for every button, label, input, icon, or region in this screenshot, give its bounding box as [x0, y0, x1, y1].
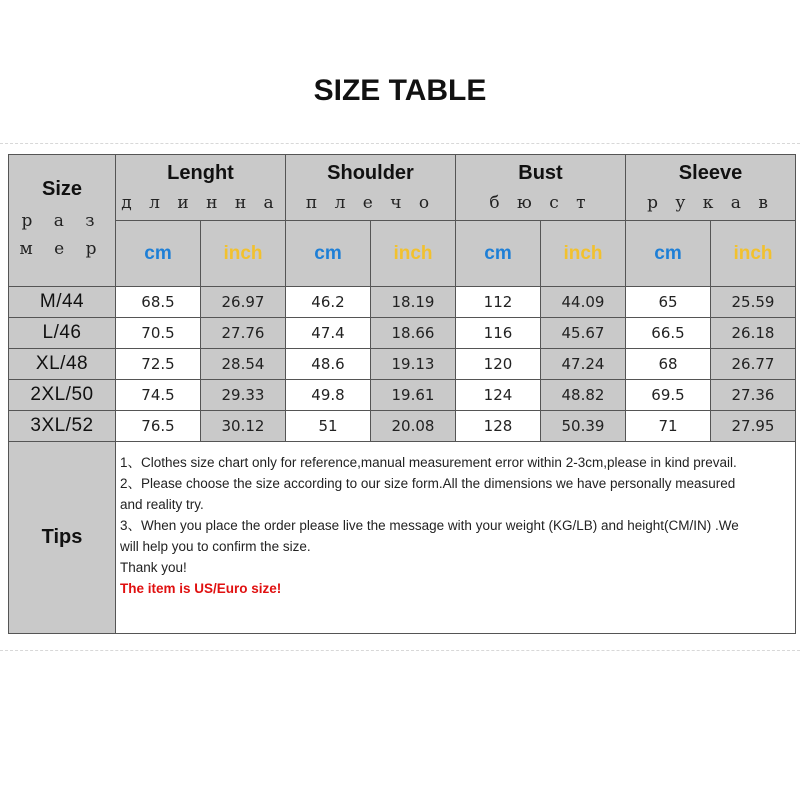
- cell-sleeve-cm: 71: [626, 411, 711, 442]
- cell-shoulder-inch: 19.61: [371, 380, 456, 411]
- column-header-sleeve: [626, 155, 796, 221]
- column-header-label: Lenght: [167, 162, 234, 184]
- cell-length-cm: 68.5: [116, 287, 201, 318]
- unit-inch-cell: [371, 221, 456, 287]
- cell-sleeve-inch: 27.36: [711, 380, 796, 411]
- cell-bust-inch: 44.09: [541, 287, 626, 318]
- column-header-label-ru: р у к а в: [647, 193, 774, 213]
- column-header-label: Shoulder: [327, 162, 414, 184]
- cell-shoulder-cm: 48.6: [286, 349, 371, 380]
- cell-sleeve-inch: 26.77: [711, 349, 796, 380]
- cell-shoulder-inch: 20.08: [371, 411, 456, 442]
- unit-cm-label: cm: [484, 242, 512, 264]
- cell-shoulder-cm: 46.2: [286, 287, 371, 318]
- unit-inch-cell: [711, 221, 796, 287]
- column-header-label-ru: д л и н н а: [121, 193, 280, 213]
- column-header-length: [116, 155, 286, 221]
- column-header-label: Sleeve: [678, 162, 743, 184]
- cell-bust-inch: 50.39: [541, 411, 626, 442]
- cell-bust-cm: 116: [456, 318, 541, 349]
- cell-shoulder-inch: 18.66: [371, 318, 456, 349]
- divider-bottom: [0, 650, 800, 651]
- tips-label: Tips: [41, 526, 83, 548]
- cell-bust-inch: 45.67: [541, 318, 626, 349]
- row-size-label: L/46: [9, 318, 116, 349]
- column-header-label-ru: п л е ч о: [305, 193, 436, 213]
- cell-sleeve-cm: 69.5: [626, 380, 711, 411]
- table-row: [9, 349, 796, 380]
- unit-inch-cell: [201, 221, 286, 287]
- unit-inch-label: inch: [223, 242, 263, 264]
- cell-bust-inch: 48.82: [541, 380, 626, 411]
- cell-sleeve-cm: 65: [626, 287, 711, 318]
- table-row: [9, 287, 796, 318]
- tip-line: will help you to confirm the size.: [120, 539, 311, 554]
- row-size-label: XL/48: [9, 349, 116, 380]
- column-header-label: Bust: [518, 162, 563, 184]
- cell-length-cm: 72.5: [116, 349, 201, 380]
- cell-bust-cm: 120: [456, 349, 541, 380]
- size-region-note: The item is US/Euro size!: [120, 581, 282, 596]
- column-header-bust: [456, 155, 626, 221]
- cell-shoulder-inch: 18.19: [371, 287, 456, 318]
- divider-top: [0, 143, 800, 144]
- tip-line: and reality try.: [120, 497, 204, 512]
- unit-cm-label: cm: [654, 242, 682, 264]
- size-header-label-ru: р а з м е р: [19, 211, 105, 259]
- size-header-label: Size: [41, 178, 83, 200]
- unit-inch-label: inch: [393, 242, 433, 264]
- size-table: [8, 154, 796, 634]
- cell-shoulder-inch: 19.13: [371, 349, 456, 380]
- cell-shoulder-cm: 51: [286, 411, 371, 442]
- page-title: SIZE TABLE: [313, 74, 487, 107]
- cell-sleeve-inch: 26.18: [711, 318, 796, 349]
- size-header-cell: [9, 155, 116, 287]
- cell-sleeve-inch: 25.59: [711, 287, 796, 318]
- cell-length-cm: 76.5: [116, 411, 201, 442]
- cell-length-inch: 26.97: [201, 287, 286, 318]
- cell-length-inch: 30.12: [201, 411, 286, 442]
- tip-line: Thank you!: [120, 560, 187, 575]
- cell-sleeve-cm: 68: [626, 349, 711, 380]
- row-size-label: M/44: [9, 287, 116, 318]
- unit-inch-label: inch: [733, 242, 773, 264]
- cell-sleeve-inch: 27.95: [711, 411, 796, 442]
- column-header-shoulder: [286, 155, 456, 221]
- cell-bust-cm: 124: [456, 380, 541, 411]
- row-size-label: 3XL/52: [9, 411, 116, 442]
- tips-row: [9, 442, 796, 634]
- cell-shoulder-cm: 47.4: [286, 318, 371, 349]
- table-row: [9, 318, 796, 349]
- tips-label-cell: [9, 442, 116, 634]
- cell-sleeve-cm: 66.5: [626, 318, 711, 349]
- unit-inch-cell: [541, 221, 626, 287]
- column-header-label-ru: б ю с т: [489, 193, 592, 213]
- unit-inch-label: inch: [563, 242, 603, 264]
- tip-line: 1、Clothes size chart only for reference,manual measurement error within 2-3cm,please in kind prevail.: [120, 455, 737, 470]
- cell-bust-cm: 112: [456, 287, 541, 318]
- cell-length-cm: 70.5: [116, 318, 201, 349]
- tip-line: 3、When you place the order please live the message with your weight (KG/LB) and height(CM/IN) .We: [120, 518, 739, 533]
- row-size-label: 2XL/50: [9, 380, 116, 411]
- unit-cm-cell: [626, 221, 711, 287]
- cell-shoulder-cm: 49.8: [286, 380, 371, 411]
- unit-cm-cell: [286, 221, 371, 287]
- cell-length-inch: 29.33: [201, 380, 286, 411]
- cell-length-inch: 28.54: [201, 349, 286, 380]
- unit-cm-label: cm: [144, 242, 172, 264]
- unit-cm-label: cm: [314, 242, 342, 264]
- unit-cm-cell: [116, 221, 201, 287]
- table-row: [9, 411, 796, 442]
- unit-cm-cell: [456, 221, 541, 287]
- table-row: [9, 380, 796, 411]
- cell-length-cm: 74.5: [116, 380, 201, 411]
- cell-bust-cm: 128: [456, 411, 541, 442]
- cell-length-inch: 27.76: [201, 318, 286, 349]
- cell-bust-inch: 47.24: [541, 349, 626, 380]
- tip-line: 2、Please choose the size according to our size form.All the dimensions we have personally measured: [120, 476, 736, 491]
- tips-content: [116, 442, 796, 634]
